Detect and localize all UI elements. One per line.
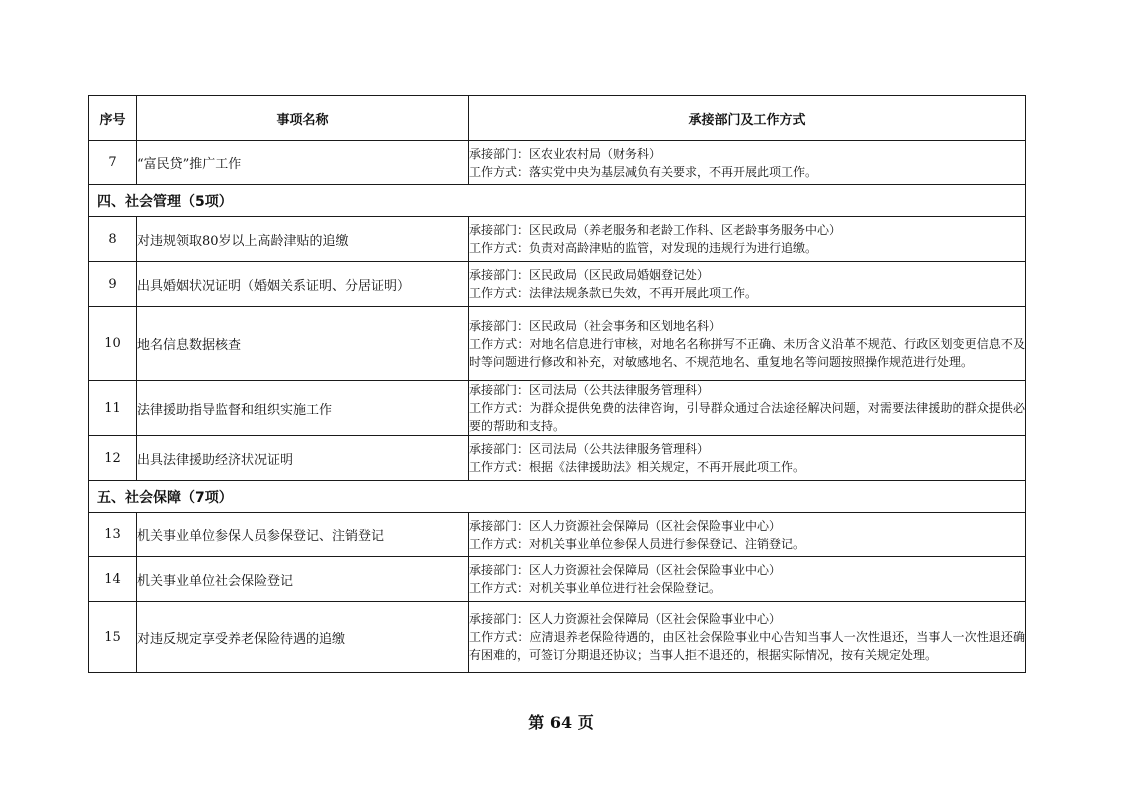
table-row	[89, 262, 1026, 307]
header-no: 序号	[89, 96, 137, 141]
table-row	[89, 602, 1026, 673]
dept-department: 承接部门：区人力资源社会保障局（区社会保险事业中心）	[469, 563, 782, 577]
table-row	[89, 557, 1026, 602]
dept-method: 工作方式：根据《法律援助法》相关规定，不再开展此项工作。	[469, 460, 806, 474]
dept-method: 工作方式：法律法规条款已失效，不再开展此项工作。	[469, 286, 758, 300]
row-no: 7	[89, 141, 137, 185]
row-no: 12	[89, 436, 137, 481]
table-row	[89, 307, 1026, 381]
row-no: 15	[89, 602, 137, 673]
dept-method: 工作方式：负责对高龄津贴的监管，对发现的违规行为进行追缴。	[469, 241, 818, 255]
row-name: 地名信息数据核查	[137, 307, 469, 381]
row-no: 8	[89, 217, 137, 262]
dept-method: 工作方式：对地名信息进行审核，对地名名称拼写不正确、未历含义沿革不规范、行政区划变更信息不及时等问题进行修改和补充，对敏感地名、不规范地名、重复地名等问题按照操作规范进行处理。	[469, 336, 1025, 369]
section-title: 四、社会管理（5项）	[89, 185, 1026, 217]
row-name: 法律援助指导监督和组织实施工作	[137, 381, 469, 436]
dept-method: 工作方式：应清退养老保险待遇的，由区社会保险事业中心告知当事人一次性退还，当事人一次性退还确有困难的，可签订分期退还协议；当事人拒不退还的，根据实际情况，按有关规定处理。	[469, 630, 1025, 662]
dept-department: 承接部门：区人力资源社会保障局（区社会保险事业中心）	[469, 612, 782, 626]
table-row	[89, 436, 1026, 481]
row-no: 14	[89, 557, 137, 602]
row-no: 11	[89, 381, 137, 436]
dept-department: 承接部门：区民政局（社会事务和区划地名科）	[469, 318, 722, 333]
dept-department: 承接部门：区人力资源社会保障局（区社会保险事业中心）	[469, 518, 782, 533]
row-dept	[469, 217, 1026, 262]
row-dept	[469, 307, 1026, 381]
row-no: 13	[89, 513, 137, 557]
dept-department: 承接部门：区民政局（区民政局婚姻登记处）	[469, 268, 710, 282]
row-name: 机关事业单位参保人员参保登记、注销登记	[137, 513, 469, 557]
header-name: 事项名称	[137, 96, 469, 141]
row-dept	[469, 381, 1026, 436]
row-dept	[469, 262, 1026, 307]
section-row	[89, 185, 1026, 217]
section-title: 五、社会保障（7项）	[89, 481, 1026, 513]
row-name: 对违反规定享受养老保险待遇的追缴	[137, 602, 469, 673]
row-dept	[469, 436, 1026, 481]
section-row	[89, 481, 1026, 513]
table-row	[89, 217, 1026, 262]
row-name: 出具婚姻状况证明（婚姻关系证明、分居证明）	[137, 262, 469, 307]
dept-department: 承接部门：区司法局（公共法律服务管理科）	[469, 442, 710, 456]
row-no: 9	[89, 262, 137, 307]
dept-method: 工作方式：对机关事业单位参保人员进行参保登记、注销登记。	[469, 536, 806, 551]
dept-department: 承接部门：区民政局（养老服务和老龄工作科、区老龄事务服务中心）	[469, 223, 842, 237]
row-dept	[469, 557, 1026, 602]
row-dept	[469, 513, 1026, 557]
row-name: 对违规领取80岁以上高龄津贴的追缴	[137, 217, 469, 262]
row-no: 10	[89, 307, 137, 381]
table-row	[89, 141, 1026, 185]
page-number: 第 64 页	[528, 713, 594, 732]
matters-table	[88, 95, 1026, 673]
row-dept	[469, 602, 1026, 673]
header-dept: 承接部门及工作方式	[469, 96, 1026, 141]
dept-method: 工作方式：为群众提供免费的法律咨询，引导群众通过合法途径解决问题，对需要法律援助的群众提供必要的帮助和支持。	[469, 401, 1025, 433]
row-name: 出具法律援助经济状况证明	[137, 436, 469, 481]
table-row	[89, 381, 1026, 436]
dept-department: 承接部门：区农业农村局（财务科）	[469, 146, 662, 161]
row-dept	[469, 141, 1026, 185]
table-row	[89, 513, 1026, 557]
dept-method: 工作方式：落实党中央为基层减负有关要求，不再开展此项工作。	[469, 164, 818, 179]
dept-department: 承接部门：区司法局（公共法律服务管理科）	[469, 383, 710, 397]
row-name: “富民贷”推广工作	[137, 141, 469, 185]
table-header-row	[89, 96, 1026, 141]
row-name: 机关事业单位社会保险登记	[137, 557, 469, 602]
dept-method: 工作方式：对机关事业单位进行社会保险登记。	[469, 581, 722, 595]
